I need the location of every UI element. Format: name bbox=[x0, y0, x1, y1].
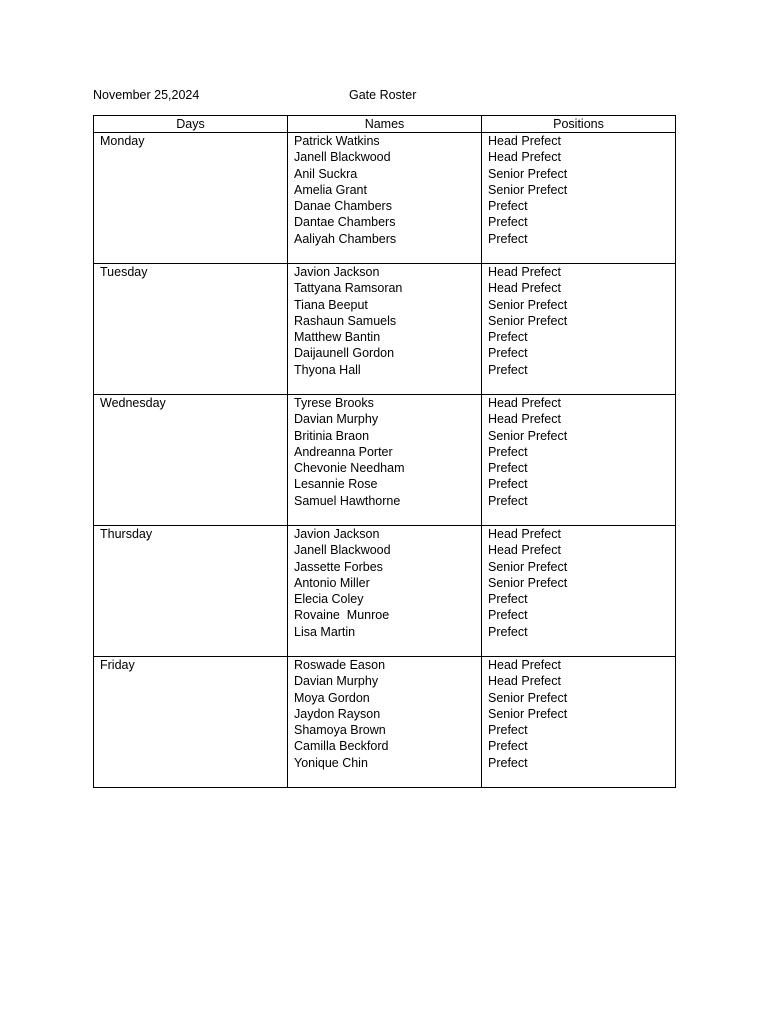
day-label: Wednesday bbox=[100, 396, 166, 410]
student-position: Senior Prefect bbox=[488, 559, 568, 574]
student-position: Prefect bbox=[488, 461, 528, 476]
student-name: Jassette Forbes bbox=[294, 559, 383, 574]
student-name: Matthew Bantin bbox=[294, 330, 381, 345]
table-row bbox=[94, 395, 676, 526]
column-header-days: Days bbox=[94, 116, 288, 133]
student-name: Davian Murphy bbox=[294, 412, 379, 427]
student-name: Javion Jackson bbox=[294, 527, 380, 541]
student-name: Thyona Hall bbox=[294, 362, 361, 377]
student-position: Senior Prefect bbox=[488, 166, 568, 181]
student-position: Prefect bbox=[488, 723, 528, 738]
student-name: Rovaine Munroe bbox=[294, 608, 390, 623]
student-name: Anil Suckra bbox=[294, 166, 358, 181]
student-position: Senior Prefect bbox=[488, 575, 568, 590]
student-position: Head Prefect bbox=[488, 134, 561, 148]
student-name: Danae Chambers bbox=[294, 199, 392, 214]
table-row bbox=[94, 657, 676, 788]
student-position: Prefect bbox=[488, 477, 528, 492]
day-cell bbox=[94, 133, 288, 264]
student-name: Patrick Watkins bbox=[294, 134, 380, 148]
day-cell bbox=[94, 395, 288, 526]
positions-cell bbox=[482, 526, 676, 657]
student-name: Shamoya Brown bbox=[294, 723, 386, 738]
student-name: Daijaunell Gordon bbox=[294, 346, 395, 361]
positions-cell bbox=[482, 133, 676, 264]
student-name: Lesannie Rose bbox=[294, 477, 378, 492]
positions-cell bbox=[482, 395, 676, 526]
day-cell bbox=[94, 264, 288, 395]
student-name: Antonio Miller bbox=[294, 575, 370, 590]
day-label: Thursday bbox=[100, 527, 153, 541]
student-name: Tiana Beeput bbox=[294, 297, 368, 312]
column-header-positions: Positions bbox=[482, 116, 676, 133]
student-name: Lisa Martin bbox=[294, 624, 356, 639]
document-title: Gate Roster bbox=[349, 88, 417, 102]
student-name: Yonique Chin bbox=[294, 755, 368, 770]
student-position: Prefect bbox=[488, 755, 528, 770]
column-header-names: Names bbox=[288, 116, 482, 133]
student-position: Senior Prefect bbox=[488, 690, 568, 705]
student-name: Aaliyah Chambers bbox=[294, 231, 397, 246]
student-name: Moya Gordon bbox=[294, 690, 370, 705]
table-row bbox=[94, 264, 676, 395]
table-row bbox=[94, 133, 676, 264]
student-position: Prefect bbox=[488, 362, 528, 377]
day-label: Monday bbox=[100, 134, 145, 148]
student-position: Head Prefect bbox=[488, 412, 561, 427]
student-position: Prefect bbox=[488, 330, 528, 345]
student-position: Head Prefect bbox=[488, 674, 561, 689]
student-name: Camilla Beckford bbox=[294, 739, 389, 754]
names-cell bbox=[288, 264, 482, 395]
student-name: Roswade Eason bbox=[294, 658, 386, 672]
student-name: Andreanna Porter bbox=[294, 444, 393, 459]
student-position: Head Prefect bbox=[488, 658, 561, 672]
student-position: Prefect bbox=[488, 231, 528, 246]
student-name: Amelia Grant bbox=[294, 182, 367, 197]
student-position: Head Prefect bbox=[488, 543, 561, 558]
roster-table bbox=[93, 115, 676, 788]
student-position: Prefect bbox=[488, 624, 528, 639]
student-name: Dantae Chambers bbox=[294, 215, 396, 230]
header-row bbox=[94, 116, 676, 133]
student-position: Prefect bbox=[488, 608, 528, 623]
names-cell bbox=[288, 526, 482, 657]
student-name: Tyrese Brooks bbox=[294, 396, 374, 410]
student-name: Chevonie Needham bbox=[294, 461, 405, 476]
student-name: Janell Blackwood bbox=[294, 150, 391, 165]
student-name: Elecia Coley bbox=[294, 592, 364, 607]
student-name: Samuel Hawthorne bbox=[294, 493, 401, 508]
student-position: Senior Prefect bbox=[488, 428, 568, 443]
student-position: Senior Prefect bbox=[488, 706, 568, 721]
student-name: Tattyana Ramsoran bbox=[294, 281, 403, 296]
student-position: Head Prefect bbox=[488, 281, 561, 296]
student-position: Prefect bbox=[488, 493, 528, 508]
names-cell bbox=[288, 657, 482, 788]
student-name: Janell Blackwood bbox=[294, 543, 391, 558]
student-position: Head Prefect bbox=[488, 527, 561, 541]
student-position: Head Prefect bbox=[488, 396, 561, 410]
names-cell bbox=[288, 395, 482, 526]
student-position: Prefect bbox=[488, 346, 528, 361]
day-label: Friday bbox=[100, 658, 135, 672]
student-position: Prefect bbox=[488, 215, 528, 230]
names-cell bbox=[288, 133, 482, 264]
student-position: Prefect bbox=[488, 199, 528, 214]
document-date: November 25,2024 bbox=[93, 88, 200, 102]
student-position: Prefect bbox=[488, 592, 528, 607]
day-cell bbox=[94, 526, 288, 657]
day-cell bbox=[94, 657, 288, 788]
day-label: Tuesday bbox=[100, 265, 148, 279]
student-position: Senior Prefect bbox=[488, 313, 568, 328]
student-position: Head Prefect bbox=[488, 265, 561, 279]
student-position: Senior Prefect bbox=[488, 297, 568, 312]
student-position: Prefect bbox=[488, 739, 528, 754]
student-name: Davian Murphy bbox=[294, 674, 379, 689]
student-name: Rashaun Samuels bbox=[294, 313, 397, 328]
positions-cell bbox=[482, 264, 676, 395]
table-row bbox=[94, 526, 676, 657]
student-name: Britinia Braon bbox=[294, 428, 370, 443]
student-position: Prefect bbox=[488, 444, 528, 459]
positions-cell bbox=[482, 657, 676, 788]
student-position: Head Prefect bbox=[488, 150, 561, 165]
student-name: Jaydon Rayson bbox=[294, 706, 381, 721]
student-position: Senior Prefect bbox=[488, 182, 568, 197]
student-name: Javion Jackson bbox=[294, 265, 380, 279]
